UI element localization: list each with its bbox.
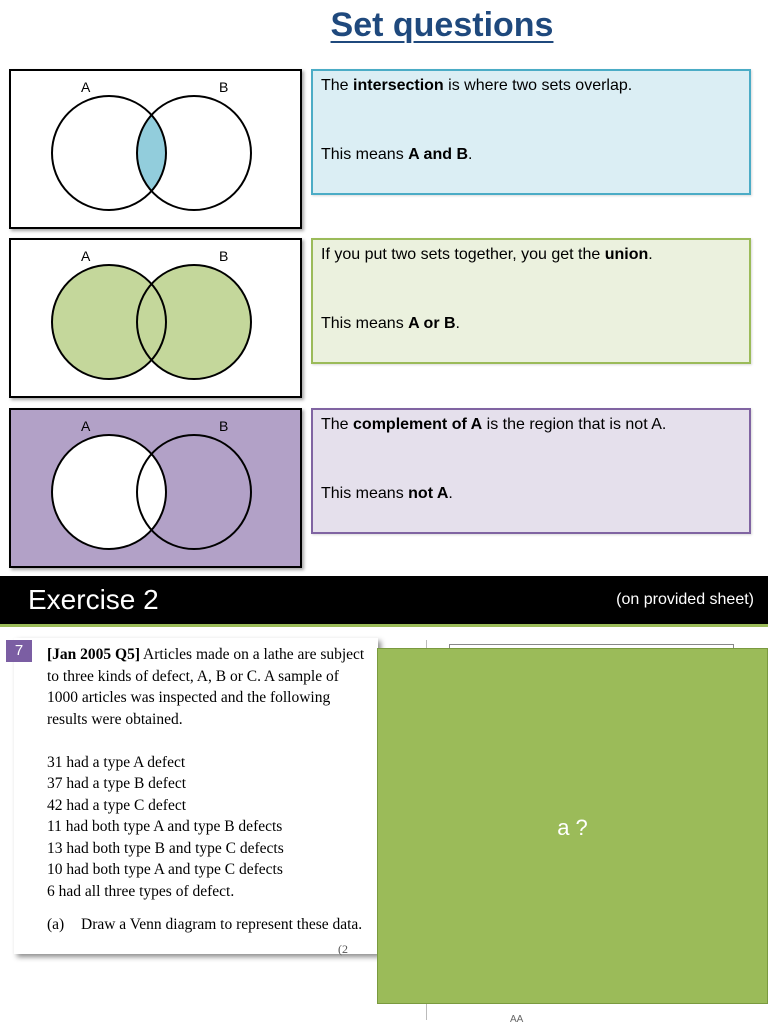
intersection-description: [311, 69, 751, 195]
answer-prompt: a ?: [557, 815, 588, 840]
question-number-badge: 7: [6, 640, 32, 662]
fact-line: 31 had a type A defect: [47, 753, 186, 771]
venn-diagram-union: [9, 238, 302, 398]
fact-line: 37 had a type B defect: [47, 775, 187, 792]
complement-meaning: This means not A.: [321, 485, 453, 502]
exercise-header: [0, 576, 768, 624]
venn-diagram-complement: [9, 408, 302, 568]
fact-line: 13 had both type B and type C defects: [47, 839, 284, 857]
set-b-label: B: [219, 248, 229, 264]
term-intersection: intersection: [353, 77, 444, 94]
divider: [0, 624, 768, 627]
exercise-note: (on provided sheet): [616, 591, 754, 608]
question-reference: [Jan 2005 Q5]: [47, 646, 140, 663]
answer-reveal-box[interactable]: [377, 648, 768, 1004]
union-meaning: This means A or B.: [321, 315, 460, 332]
fact-line: 6 had all three types of defect.: [47, 882, 235, 900]
intersection-definition: The intersection is where two sets overlap.: [321, 77, 633, 94]
page-title: Set questions: [330, 6, 554, 44]
set-a-label: A: [81, 248, 91, 264]
set-b-label: B: [219, 418, 229, 434]
set-a-label: A: [81, 418, 91, 434]
set-a-label: A: [81, 79, 91, 95]
question-part-a: (a) Draw a Venn diagram to represent these data.: [47, 916, 363, 933]
question-text: [Jan 2005 Q5] Articles made on a lathe are subject to three kinds of defect, A, B or C. A sample of 1000 articles was inspected and the following results were obtained. 31 had a type A defect 37 had a type B defect 42 had a type C defect 11 had both type A and type B defects 13 had both type B and type C defects 10 had both type A and type C defects 6 had all three types of defect. (a) Draw a Venn diagram to represent these data.: [47, 644, 374, 936]
set-b-label: B: [219, 79, 229, 95]
fact-line: 11 had both type A and type B defects: [47, 818, 283, 835]
venn-diagram-intersection: [9, 69, 302, 229]
footer-fragment: AA: [510, 1014, 524, 1025]
fact-line: 42 had a type C defect: [47, 796, 187, 814]
intersection-meaning: This means A and B.: [321, 146, 473, 163]
marks-fragment: (2: [338, 941, 348, 956]
complement-description: [311, 408, 751, 534]
union-definition: If you put two sets together, you get the union.: [321, 246, 653, 263]
fact-line: 10 had both type A and type C defects: [47, 861, 283, 878]
question-card: [14, 638, 378, 954]
union-description: [311, 238, 751, 364]
exercise-title: Exercise 2: [28, 584, 159, 615]
term-complement: complement of A: [353, 416, 483, 433]
complement-definition: The complement of A is the region that is not A.: [321, 416, 667, 433]
term-union: union: [604, 246, 649, 263]
